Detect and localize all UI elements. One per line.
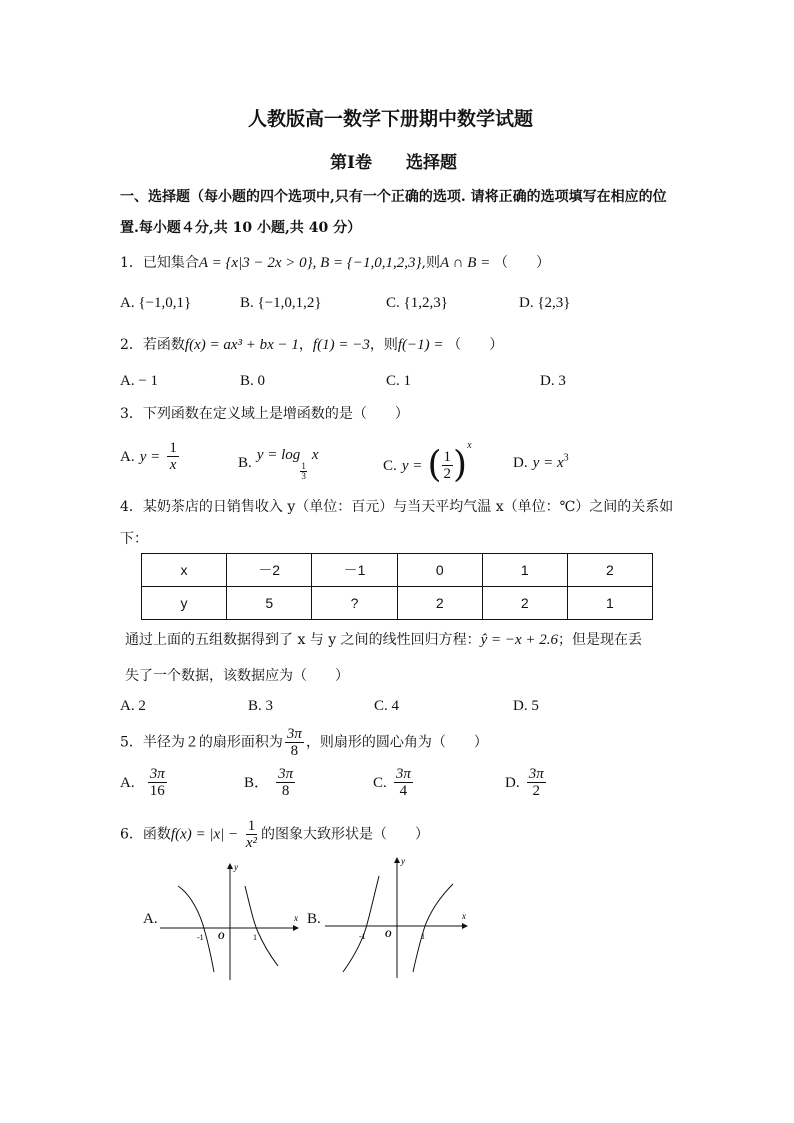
data-table	[141, 553, 653, 620]
graph-b-left-curve	[343, 876, 379, 972]
doc-title: 人教版高一数学下册期中数学试题	[248, 108, 534, 130]
q6-stem-a: 6．函数	[120, 826, 171, 843]
q5-stem-b: ，则扇形的圆心角为（ ）	[305, 734, 488, 751]
q3-option-a-fraction	[167, 440, 179, 473]
question-3: 3．下列函数在定义域上是增函数的是（ ）	[120, 406, 409, 422]
q5-option-d-den: 2	[532, 783, 540, 799]
q3-option-b-base-num: 1	[301, 461, 306, 471]
q1-ask: A ∩ B =	[439, 255, 494, 271]
q4-after-text-b: ；但是现在丢	[558, 632, 643, 648]
question-1	[120, 254, 550, 272]
table-cell: －1	[312, 554, 397, 587]
q2-stem-c: ，则	[369, 337, 398, 353]
q3-option-d-exp: 3	[563, 452, 569, 464]
graph-b[interactable]	[325, 852, 470, 980]
q5-stem-a: 5．半径为２的扇形面积为	[120, 734, 283, 751]
q1-paren: （ ）	[494, 255, 550, 271]
q3-option-a-den: x	[169, 457, 177, 473]
table-row	[142, 587, 653, 620]
graph-b-origin: O	[385, 929, 392, 939]
q5-option-b[interactable]	[244, 766, 297, 799]
table-cell: 2	[567, 554, 652, 587]
section-title: 第Ⅰ卷 选择题	[330, 153, 457, 173]
q4-option-c[interactable]: C. 4	[374, 698, 400, 714]
q2-condition: f(1) = −3	[312, 337, 370, 353]
instructions-line-2: 置.每小题４分,共 10 小题,共 40 分）	[120, 220, 362, 236]
q5-area-num: 3π	[286, 726, 302, 742]
q3-option-b-base	[300, 462, 307, 481]
q3-option-c-exp: x	[467, 440, 472, 451]
q5-option-a-num: 3π	[149, 766, 165, 782]
q6-function-fraction	[244, 818, 259, 851]
q5-area-den: 8	[290, 743, 299, 759]
q2-option-c[interactable]: C. 1	[386, 373, 412, 389]
question-2	[120, 336, 503, 354]
q2-stem-b: ，	[298, 337, 313, 353]
q4-option-d[interactable]: D. 5	[513, 698, 539, 714]
graph-a-axis-x-label: x	[294, 913, 298, 923]
q3-option-d-label: D.	[513, 455, 528, 471]
q1-option-c[interactable]: C. {1,2,3}	[386, 295, 448, 311]
q6-func-den: x²	[245, 835, 258, 851]
graph-a-tick-pos: 1	[253, 933, 257, 942]
table-cell: ?	[312, 587, 397, 620]
q3-option-c-fraction	[442, 449, 454, 482]
q5-option-c-label: C.	[373, 775, 387, 791]
graph-a-label[interactable]: A.	[143, 911, 158, 927]
q5-option-b-fraction	[276, 766, 295, 799]
q1-option-b[interactable]: B. {−1,0,1,2}	[240, 295, 322, 311]
q3-option-c[interactable]	[383, 440, 472, 484]
table-cell: 1	[482, 554, 567, 587]
q3-option-b-expr: y = log	[256, 447, 301, 463]
graph-a-axis-y-label: y	[234, 862, 238, 872]
instructions-line-1: 一、选择题（每小题的四个选项中,只有一个正确的选项. 请将正确的选项填写在相应的位	[120, 189, 667, 205]
table-cell: －2	[227, 554, 312, 587]
q3-left-paren: (	[427, 444, 442, 486]
graph-b-tick-neg: -1	[359, 932, 366, 941]
q4-after-text-a: 通过上面的五组数据得到了 x 与 y 之间的线性回归方程：	[125, 632, 481, 648]
q3-option-c-num: 1	[443, 449, 452, 465]
q5-option-c-num: 3π	[395, 766, 411, 782]
q3-option-b[interactable]	[238, 444, 319, 481]
q1-stem-b: ,则	[421, 255, 440, 271]
table-cell: 5	[227, 587, 312, 620]
q5-option-c-den: 4	[399, 783, 408, 799]
q5-option-b-den: 8	[281, 783, 290, 799]
q4-regression: ŷ = −x + 2.6	[480, 632, 559, 648]
q3-right-paren: )	[453, 444, 468, 486]
q1-stem-a: 1．已知集合	[120, 255, 199, 271]
q5-option-a-den: 16	[149, 783, 165, 799]
q5-option-d-num: 3π	[528, 766, 544, 782]
q3-option-d[interactable]	[513, 452, 569, 472]
q5-option-a-label: A.	[120, 775, 135, 791]
q3-option-a[interactable]	[120, 440, 181, 473]
q2-ask: f(−1) =	[397, 337, 448, 353]
q3-option-b-label: B.	[238, 455, 252, 471]
q2-stem-a: 2．若函数	[120, 337, 185, 353]
q3-option-b-base-den: 3	[301, 471, 306, 481]
q6-func-num: 1	[247, 818, 256, 834]
q5-option-a[interactable]	[120, 766, 169, 799]
q5-option-c[interactable]	[373, 766, 415, 799]
table-cell: y	[142, 587, 227, 620]
graph-a-origin: O	[218, 931, 225, 941]
q4-option-b[interactable]: B. 3	[248, 698, 274, 714]
q3-option-c-y: y =	[401, 458, 423, 474]
q5-option-d[interactable]	[505, 766, 548, 799]
table-cell: 2	[482, 587, 567, 620]
q2-option-d[interactable]: D. 3	[540, 373, 566, 389]
q1-option-a[interactable]: A. {−1,0,1}	[120, 295, 192, 311]
q4-after-line-1	[125, 631, 642, 649]
q3-option-c-den: 2	[443, 466, 452, 482]
graph-a-left-curve	[178, 886, 214, 972]
table-cell: 0	[397, 554, 482, 587]
q1-option-d[interactable]: D. {2,3}	[519, 295, 571, 311]
table-cell: 2	[397, 587, 482, 620]
q5-option-d-fraction	[527, 766, 546, 799]
graph-b-right-curve	[413, 884, 453, 972]
q5-option-a-fraction	[148, 766, 167, 799]
q6-function: f(x) = |x| −	[170, 826, 242, 843]
q4-after-line-2: 失了一个数据，该数据应为（ ）	[125, 668, 349, 684]
q2-function: f(x) = ax³ + bx − 1	[184, 337, 299, 353]
question-6	[120, 818, 429, 851]
q6-stem-b: 的图象大致形状是（ ）	[261, 826, 430, 843]
graph-a[interactable]	[160, 858, 305, 982]
q3-option-c-label: C.	[383, 458, 397, 474]
q5-option-d-label: D.	[505, 775, 520, 791]
q2-option-a[interactable]: A. − 1	[120, 373, 159, 389]
q2-option-b[interactable]: B. 0	[240, 373, 266, 389]
q3-option-a-num: 1	[169, 440, 177, 456]
graph-b-axis-x-label: x	[462, 911, 466, 921]
table-cell: 1	[567, 587, 652, 620]
question-4-line-2: 下：	[120, 531, 148, 547]
q1-set-expression: A = {x|3 − 2x > 0}, B = {−1,0,1,2,3}	[198, 255, 422, 271]
graph-a-tick-neg: -1	[197, 933, 204, 942]
q3-option-b-x: x	[311, 447, 319, 463]
question-4-line-1: 4．某奶茶店的日销售收入 y（单位：百元）与当天平均气温 x（单位：℃）之间的关系如	[120, 499, 674, 515]
q3-option-d-expr: y = x	[532, 455, 564, 471]
q3-option-a-y: y =	[139, 449, 161, 465]
graph-b-tick-pos: 1	[421, 932, 425, 941]
q4-option-a[interactable]: A. 2	[120, 698, 146, 714]
q5-option-c-fraction	[394, 766, 413, 799]
table-cell: x	[142, 554, 227, 587]
q5-area-fraction	[285, 726, 304, 759]
graph-a-right-curve	[245, 886, 278, 966]
q2-paren: （ ）	[447, 337, 504, 353]
question-5	[120, 726, 488, 759]
graph-b-label[interactable]: B.	[307, 911, 321, 927]
q5-option-b-label: B．	[244, 775, 270, 791]
q5-option-b-num: 3π	[278, 766, 294, 782]
table-row	[142, 554, 653, 587]
q3-option-a-label: A.	[120, 449, 135, 465]
graph-b-axis-y-label: y	[401, 856, 405, 866]
